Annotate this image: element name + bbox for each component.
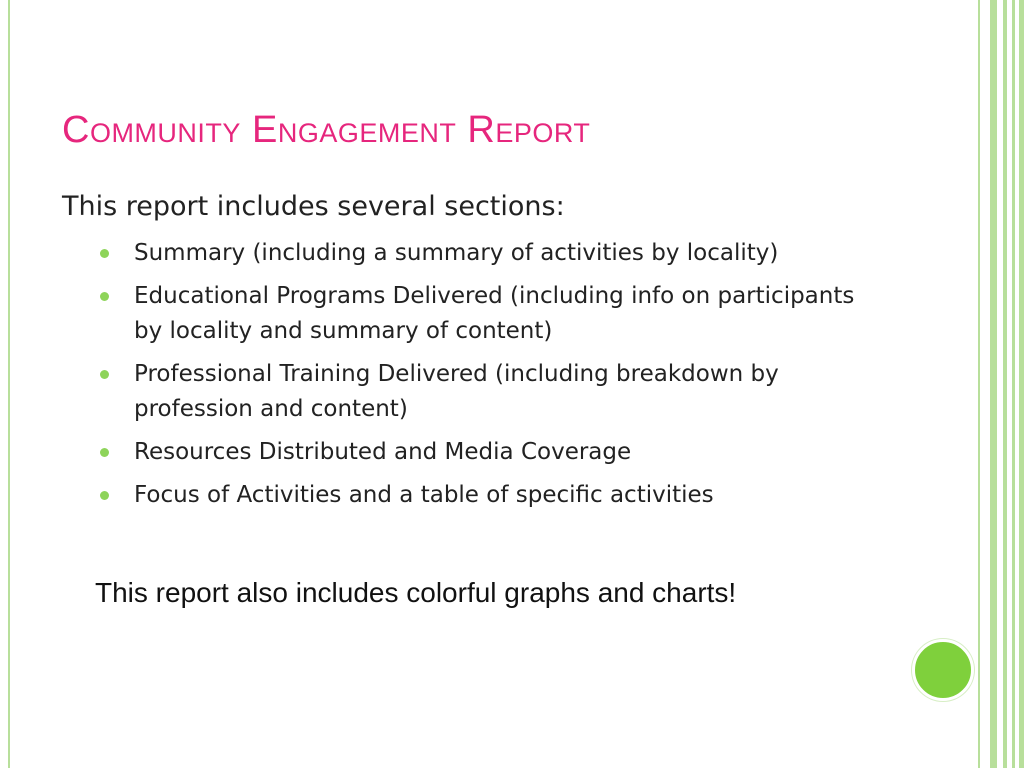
tagline-text: This report also includes colorful graphs and charts! [95, 577, 737, 608]
frame-line-right-4 [1012, 0, 1015, 768]
list-item-text: Summary (including a summary of activities by locality) [134, 240, 779, 266]
intro-text: This report includes several sections: [62, 191, 565, 222]
frame-line-right-1 [978, 0, 980, 768]
list-item-text: Professional Training Delivered (including breakdown by profession and content) [134, 361, 779, 422]
list-item-text: Resources Distributed and Media Coverage [134, 439, 632, 465]
frame-line-right-3 [1003, 0, 1007, 768]
list-item [100, 236, 860, 271]
bullet-dot-icon [100, 491, 109, 500]
list-item [100, 357, 860, 427]
frame-line-left [8, 0, 10, 768]
frame-line-right-2 [990, 0, 997, 768]
bullet-dot-icon [100, 370, 109, 379]
slide-title: Community Engagement Report [62, 109, 591, 151]
bullet-dot-icon [100, 249, 109, 258]
bullet-dot-icon [100, 448, 109, 457]
frame-line-right-5 [1019, 0, 1024, 768]
list-item [100, 435, 860, 470]
list-item-text: Focus of Activities and a table of specific activities [134, 482, 714, 508]
section-list [100, 236, 860, 521]
list-item [100, 279, 860, 349]
decorative-circle-icon [912, 639, 974, 701]
list-item [100, 478, 860, 513]
bullet-dot-icon [100, 292, 109, 301]
list-item-text: Educational Programs Delivered (including info on participants by locality and summary of content) [134, 283, 855, 344]
